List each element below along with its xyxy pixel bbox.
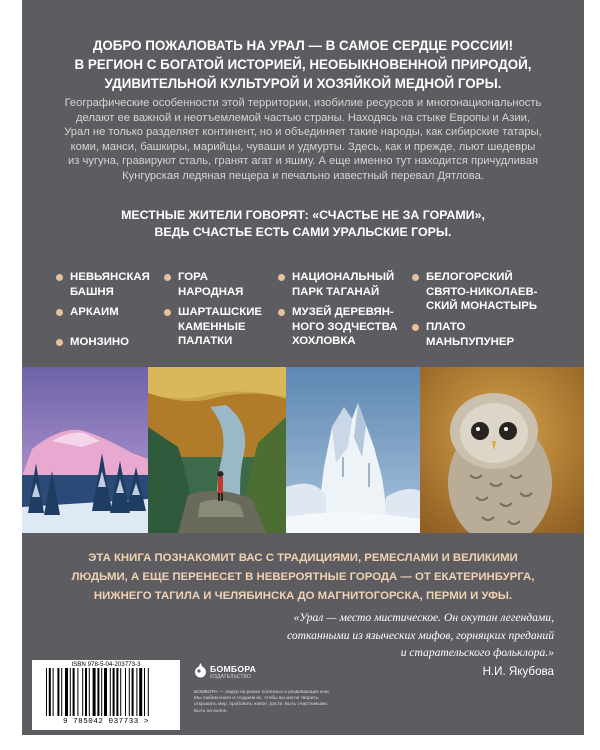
snowy-forest-mountain-photo [22,367,148,533]
bullet-icon [164,309,171,316]
owl-photo [420,367,584,533]
places-list [22,0,584,360]
barcode [32,660,180,730]
place-label: МУЗЕЙ ДЕРЕВЯН- НОГО ЗОДЧЕСТВА ХОХЛОВКА [292,306,398,348]
intro-heading: ДОБРО ПОЖАЛОВАТЬ НА УРАЛ — В САМОЕ СЕРДЦЕ РОССИИ! В РЕГИОН С БОГАТОЙ ИСТОРИЕЙ, НЕОБЫКНОВЕННОЙ ПРИРОДОЙ, УДИВИТЕЛЬНОЙ КУЛЬТУРОЙ И ХОЗЯЙКОЙ МЕДНОЙ ГОРЫ. [74,38,532,91]
bullet-icon [56,339,63,346]
place-item [56,305,119,320]
place-label: МОНЗИНО [70,336,129,348]
photo-strip [22,367,584,533]
place-item [164,305,262,349]
bullet-icon [412,324,419,331]
publisher-block [194,660,334,730]
local-saying: МЕСТНЫЕ ЖИТЕЛИ ГОВОРЯТ: «СЧАСТЬЕ НЕ ЗА ГОРАМИ», ВЕДЬ СЧАСТЬЕ ЕСТЬ САМИ УРАЛЬСКИЕ ГОРЫ. [121,208,485,239]
place-item [278,305,397,349]
place-label: АРКАИМ [70,306,119,318]
river-valley-hiker-photo [148,367,286,533]
publisher-blurb: БОМБОРА — лидер на рынке полезных и развивающих книг. Мы любим книги и создаем их, чтобы вы могли творить, открывать мир, пробовать новое, расти. Быть счастливыми. Быть на волне. [194,690,331,714]
bullet-icon [278,274,285,281]
isbn-label: ISBN 978-5-04-203773-3 [71,661,141,668]
place-label: ПЛАТО МАНЬПУПУНЕР [426,321,515,348]
publisher-logo-icon [194,663,207,679]
publisher-subtitle: ИЗДАТЕЛЬСТВО [210,674,251,680]
place-label: НАЦИОНАЛЬНЫЙ ПАРК ТАГАНАЙ [292,271,395,298]
bullet-icon [278,309,285,316]
place-item [278,270,394,299]
bullet-icon [56,309,63,316]
quote-author: Н.И. Якубова [482,665,554,678]
bullet-icon [56,274,63,281]
back-cover [22,0,584,735]
intro-paragraph: Географические особенности этой территории, изобилие ресурсов и многонациональность делают ее важной и неотъемлемой частью страны. Находясь на стыке Европы и Азии, Урал не только разделяет континент, но и объединяет такие народы, как сибирские татары, коми, манси, башкиры, марийцы, чуваши и удмурты. Здесь, как и прежде, льют шедевры из чугуна, гравируют сталь, гранят агат и яшму. А еще именно тут находится причудливая Кунгурская ледяная пещера и печально известный перевал Дятлова. [64,97,542,182]
quote-text: «Урал — место мистическое. Он окутан легендами, сотканными из языческих мифов, горняцких преданий и старательского фольклора.» [286,611,554,660]
place-label: ГОРА НАРОДНАЯ [178,271,244,298]
snow-rock-formation-photo [286,367,420,533]
place-item [56,270,150,299]
place-label: НЕВЬЯНСКАЯ БАШНЯ [70,271,150,298]
barcode-digits: 9 785042 037733 > [63,718,149,726]
book-description: ЭТА КНИГА ПОЗНАКОМИТ ВАС С ТРАДИЦИЯМИ, РЕМЕСЛАМИ И ВЕЛИКИМИ ЛЮДЬМИ, А ЕЩЕ ПЕРЕНЕСЕТ В НЕВЕРОЯТНЫЕ ГОРОДА — ОТ ЕКАТЕРИНБУРГА, НИЖНЕГО ТАГИЛА И ЧЕЛЯБИНСКА ДО МАГНИТОГОРСКА, ПЕРМИ И УФЫ. [71,552,535,602]
bullet-icon [164,274,171,281]
place-label: ШАРТАШСКИЕ КАМЕННЫЕ ПАЛАТКИ [178,306,262,348]
bullet-icon [412,274,419,281]
publisher-name: БОМБОРА [210,664,257,674]
place-item [412,270,537,314]
place-item [56,335,129,350]
place-item [164,270,243,299]
place-item [412,320,514,349]
place-label: БЕЛОГОРСКИЙ СВЯТО-НИКОЛАЕВ- СКИЙ МОНАСТЫРЬ [426,271,538,313]
